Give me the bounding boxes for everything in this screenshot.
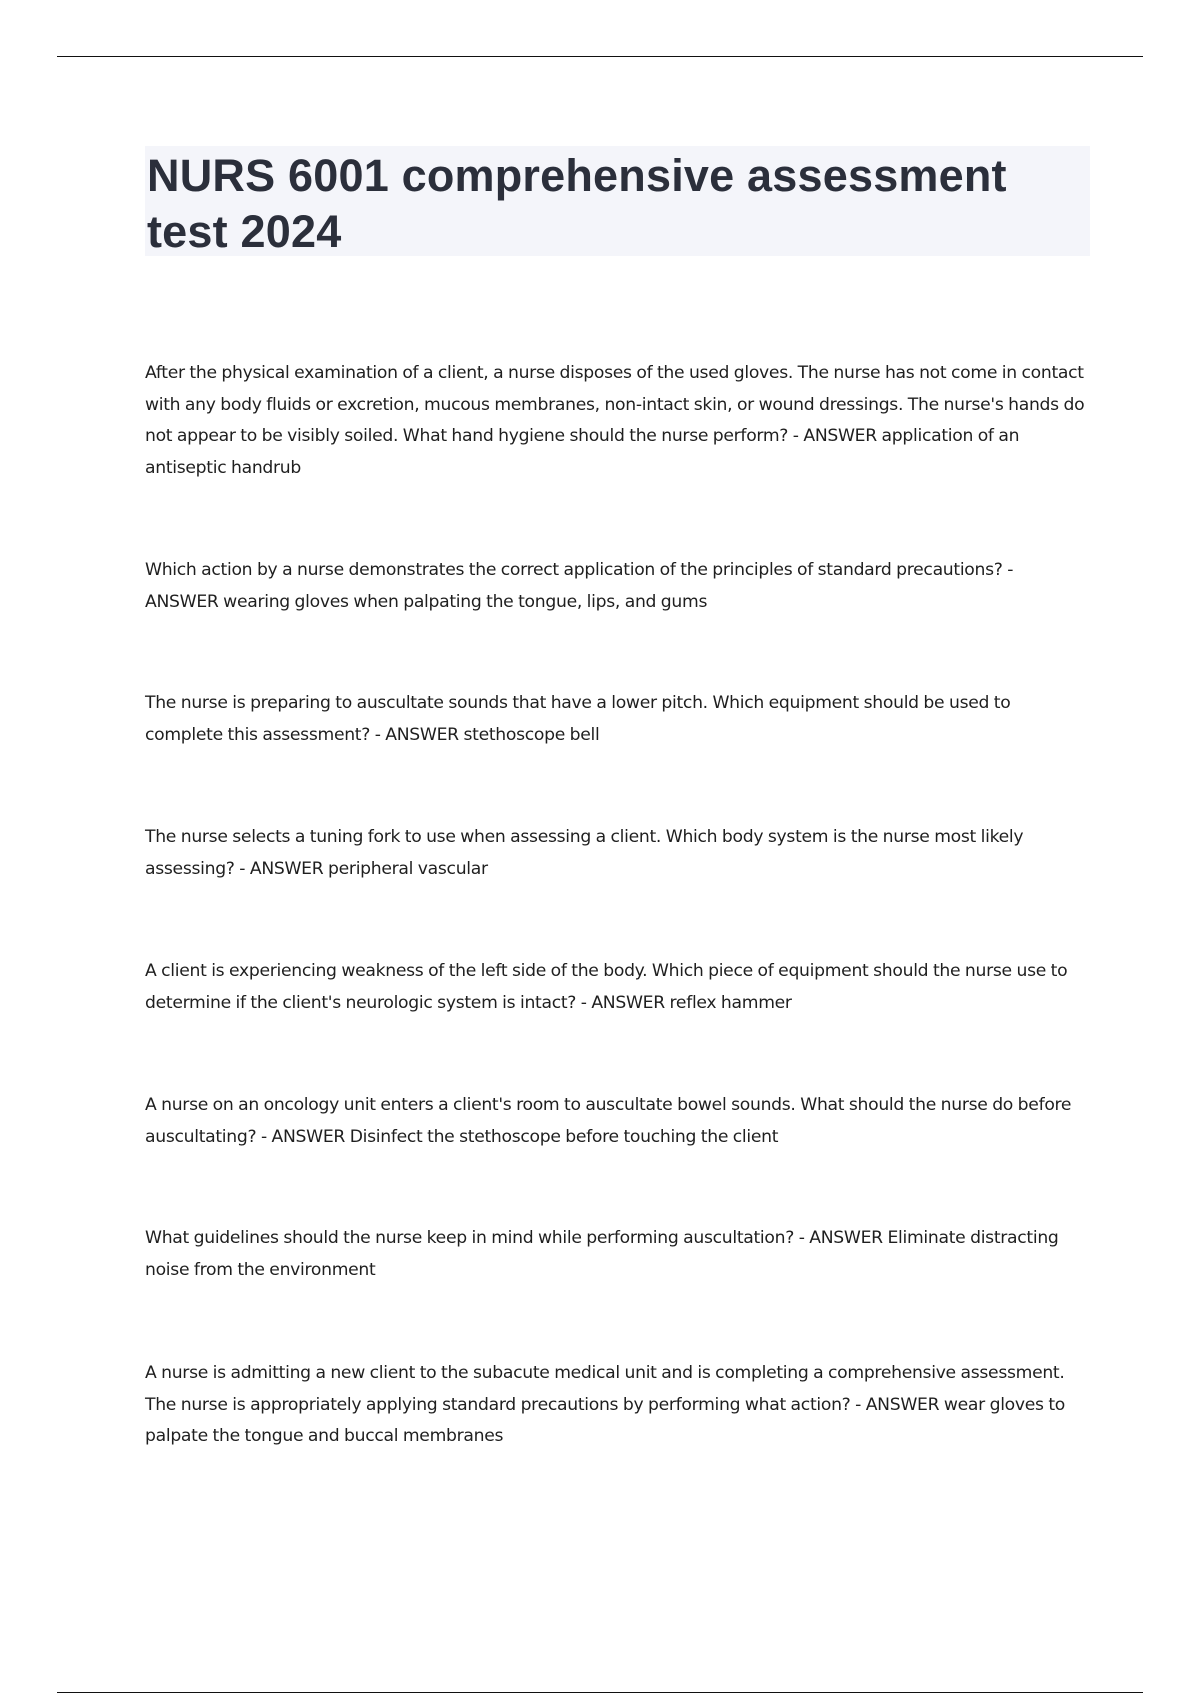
qa-item-6: A nurse on an oncology unit enters a client's room to auscultate bowel sounds. What should the nurse do before auscultating? - ANSWER Disinfect the stethoscope before touching the client [145,1095,1072,1147]
qa-item-2: Which action by a nurse demonstrates the correct application of the principles of standard precautions? - ANSWER wearing gloves when palpating the tongue, lips, and gums [145,560,1014,612]
title-block [145,146,1090,256]
qa-item-4: The nurse selects a tuning fork to use when assessing a client. Which body system is the nurse most likely assessing? - ANSWER peripheral vascular [145,827,1024,879]
qa-item-7: What guidelines should the nurse keep in mind while performing auscultation? - ANSWER Eliminate distracting noise from the environment [145,1228,1059,1280]
qa-item-8: A nurse is admitting a new client to the subacute medical unit and is completing a comprehensive assessment. The nurse is appropriately applying standard precautions by performing what action? - ANSWER wear gloves to palpate the tongue and buccal membranes [145,1363,1066,1446]
qa-item-3: The nurse is preparing to auscultate sounds that have a lower pitch. Which equipment should be used to complete this assessment? - ANSWER stethoscope bell [145,693,1011,745]
qa-item-1: After the physical examination of a client, a nurse disposes of the used gloves. The nurse has not come in contact with any body fluids or excretion, mucous membranes, non-intact skin, or wound dressings. The nurse's hands do not appear to be visibly soiled. What hand hygiene should the nurse perform? - ANSWER application of an antiseptic handrub [145,363,1085,478]
bottom-rule [57,1692,1143,1693]
document-title: NURS 6001 comprehensive assessment test 2024 [147,150,1007,257]
top-rule [57,56,1143,57]
qa-item-5: A client is experiencing weakness of the left side of the body. Which piece of equipment should the nurse use to determine if the client's neurologic system is intact? - ANSWER reflex hammer [145,961,1068,1013]
